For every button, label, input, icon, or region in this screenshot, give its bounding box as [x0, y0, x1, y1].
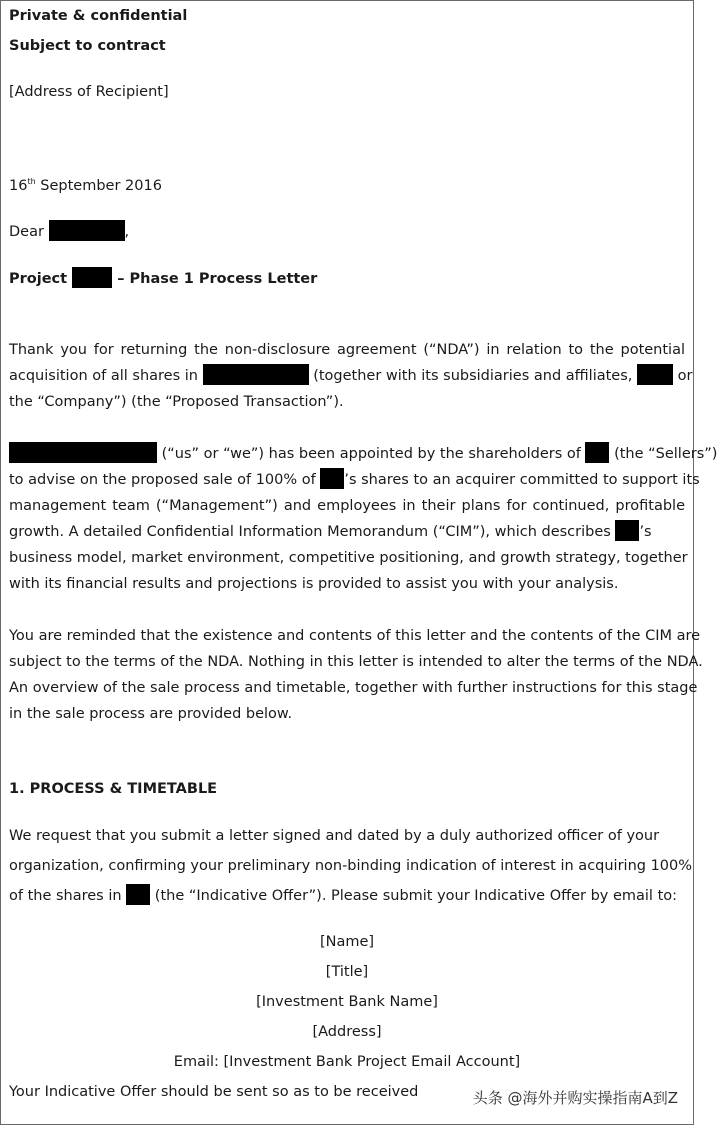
contact-name: [Name]	[319, 934, 375, 950]
redaction-box	[9, 442, 157, 463]
paragraph-4-line: organization, confirming your preliminary non-binding indication of interest in acquiring 100%	[9, 858, 693, 874]
redaction-box	[72, 267, 112, 288]
redaction-box	[637, 364, 673, 385]
paragraph-2-line: growth. A detailed Confidential Information Memorandum (“CIM”), which describes ’s	[9, 519, 652, 545]
redaction-box	[49, 220, 125, 241]
contact-bank: [Investment Bank Name]	[256, 994, 438, 1010]
recipient-address: [Address of Recipient]	[9, 84, 169, 100]
contact-address: [Address]	[312, 1024, 382, 1040]
paragraph-4-line: of the shares in (the “Indicative Offer”). Please submit your Indicative Offer by email to:	[9, 883, 677, 909]
project-title: Project – Phase 1 Process Letter	[9, 266, 317, 292]
confidential-label: Private & confidential	[9, 8, 188, 24]
paragraph-3-line: subject to the terms of the NDA. Nothing in this letter is intended to alter the terms of the NDA.	[9, 654, 703, 670]
paragraph-4-line: We request that you submit a letter signed and dated by a duly authorized officer of your	[9, 828, 660, 844]
redaction-box	[615, 520, 639, 541]
paragraph-3-line: An overview of the sale process and timetable, together with further instructions for this stage	[9, 680, 698, 696]
paragraph-2-line: business model, market environment, competitive positioning, and growth strategy, together	[9, 550, 688, 566]
paragraph-1-line: Thank you for returning the non-disclosure agreement (“NDA”) in relation to the potential	[9, 342, 685, 358]
paragraph-2-line: with its financial results and projections is provided to assist you with your analysis.	[9, 576, 619, 592]
paragraph-1-line: acquisition of all shares in (together with its subsidiaries and affiliates, or	[9, 363, 685, 389]
paragraph-2-line: management team (“Management”) and employees in their plans for continued, profitable	[9, 498, 685, 514]
watermark: 头条 @海外并购实操指南A到Z	[472, 1089, 678, 1107]
redaction-box	[585, 442, 609, 463]
redaction-box	[320, 468, 344, 489]
section-heading: 1. PROCESS & TIMETABLE	[9, 781, 218, 797]
paragraph-1-line: the “Company”) (the “Proposed Transaction”).	[9, 394, 344, 410]
paragraph-2-line: (“us” or “we”) has been appointed by the shareholders of (the “Sellers”)	[9, 441, 717, 467]
contact-title: [Title]	[325, 964, 369, 980]
paragraph-3-line: You are reminded that the existence and contents of this letter and the contents of the CIM are	[9, 628, 701, 644]
paragraph-3-line: in the sale process are provided below.	[9, 706, 293, 722]
letter-date: 16th September 2016	[9, 177, 162, 194]
paragraph-2-line: to advise on the proposed sale of 100% of ’s shares to an acquirer committed to support its	[9, 467, 700, 493]
redaction-box	[126, 884, 150, 905]
closing-line: Your Indicative Offer should be sent so as to be received	[9, 1084, 419, 1100]
subject-to-contract-label: Subject to contract	[9, 38, 166, 54]
salutation: Dear ,	[9, 219, 129, 245]
contact-email: Email: [Investment Bank Project Email Account]	[173, 1054, 521, 1070]
redaction-box	[203, 364, 309, 385]
